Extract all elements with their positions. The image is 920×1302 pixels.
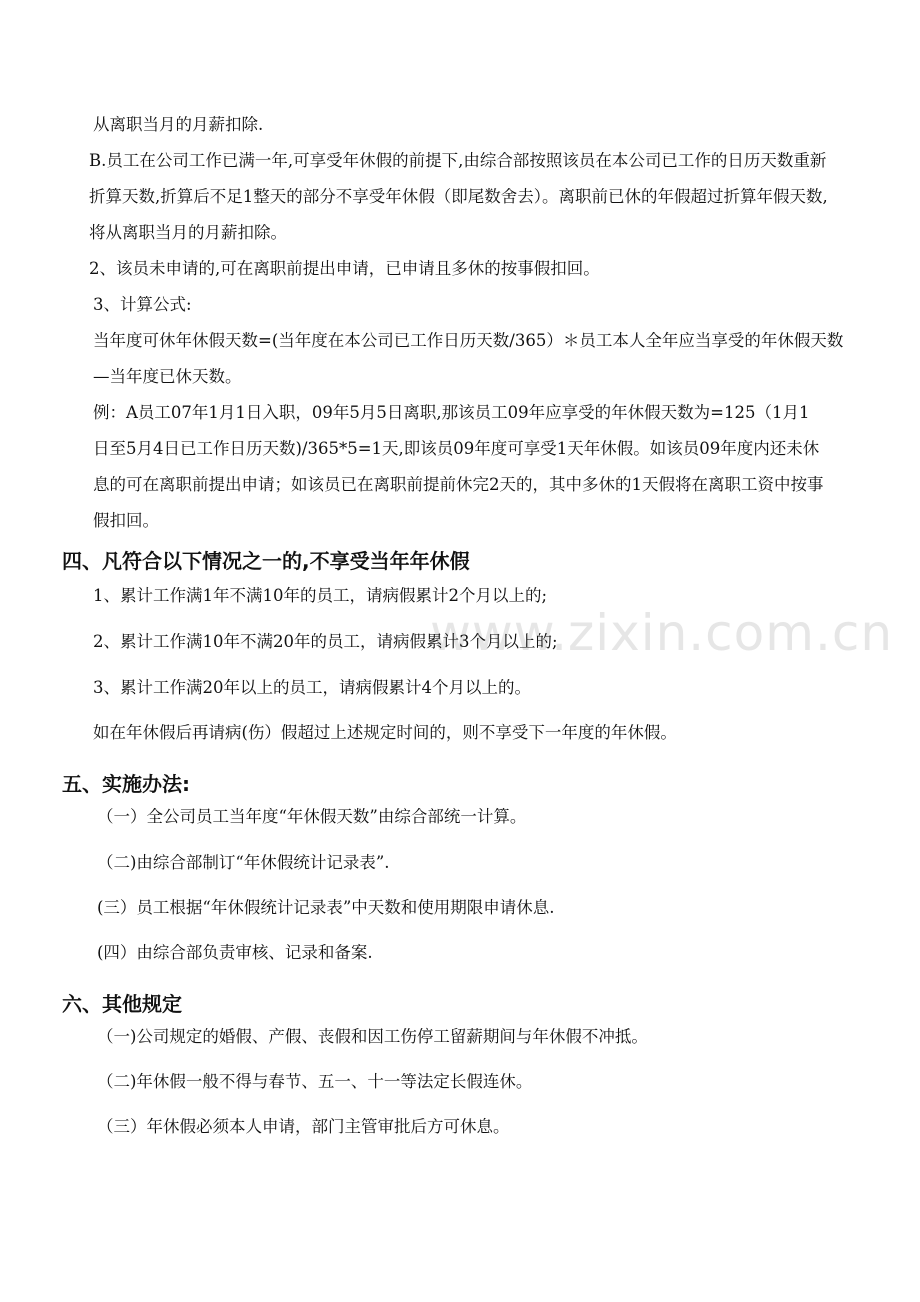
- paragraph-b-line1: B.员工在公司工作已满一年,可享受年休假的前提下,由综合部按照该员在本公司已工作的日历天数重新: [89, 151, 827, 170]
- section-4-item: 3、累计工作满20年以上的员工，请病假累计4个月以上的。: [93, 678, 531, 697]
- section-5-heading: 五、实施办法:: [62, 772, 190, 796]
- paragraph-b-line3: 将从离职当月的月薪扣除。: [89, 223, 287, 242]
- section-6-item: （三）年休假必须本人申请，部门主管审批后方可休息。: [97, 1117, 510, 1136]
- paragraph-item-3: 3、计算公式:: [93, 295, 192, 314]
- section-5-item: （二)由综合部制订“年休假统计记录表”.: [97, 853, 390, 872]
- section-5-item: (三）员工根据“年休假统计记录表”中天数和使用期限申请休息.: [97, 898, 555, 917]
- section-6-item: （二)年休假一般不得与春节、五一、十一等法定长假连休。: [97, 1072, 533, 1091]
- section-6-heading: 六、其他规定: [62, 992, 182, 1016]
- formula-line2: —当年度已休天数。: [93, 367, 242, 386]
- section-4-item: 2、累计工作满10年不满20年的员工，请病假累计3个月以上的;: [93, 632, 558, 651]
- watermark: www.zixin.com.cn: [430, 604, 894, 662]
- paragraph-b-line2: 折算天数,折算后不足1整天的部分不享受年休假（即尾数舍去）。离职前已休的年假超过折算年假天数,: [89, 187, 828, 206]
- section-4-heading: 四、凡符合以下情况之一的,不享受当年年休假: [62, 549, 470, 573]
- paragraph-deduction: 从离职当月的月薪扣除.: [93, 115, 264, 134]
- section-4-note: 如在年休假后再请病(伤）假超过上述规定时间的，则不享受下一年度的年休假。: [93, 723, 677, 742]
- section-5-item: （一）全公司员工当年度“年休假天数”由综合部统一计算。: [97, 807, 527, 826]
- example-line2: 日至5月4日已工作日历天数)/365*5=1天,即该员09年度可享受1天年休假。如该员09年度内还未休: [93, 439, 820, 458]
- example-line4: 假扣回。: [93, 511, 159, 530]
- example-line1: 例：A员工07年1月1日入职，09年5月5日离职,那该员工09年应享受的年休假天数为=125（1月1: [93, 403, 810, 422]
- paragraph-item-2: 2、该员未申请的,可在离职前提出申请，已申请且多休的按事假扣回。: [89, 259, 600, 278]
- section-5-item: (四）由综合部负责审核、记录和备案.: [97, 943, 373, 962]
- formula-line1: 当年度可休年休假天数=(当年度在本公司已工作日历天数/365）＊员工本人全年应当享受的年休假天数: [93, 331, 844, 350]
- section-6-item: （一)公司规定的婚假、产假、丧假和因工伤停工留薪期间与年休假不冲抵。: [97, 1027, 648, 1046]
- example-line3: 息的可在离职前提出申请；如该员已在离职前提前休完2天的，其中多休的1天假将在离职工资中按事: [93, 475, 824, 494]
- section-4-item: 1、累计工作满1年不满10年的员工，请病假累计2个月以上的;: [93, 586, 548, 605]
